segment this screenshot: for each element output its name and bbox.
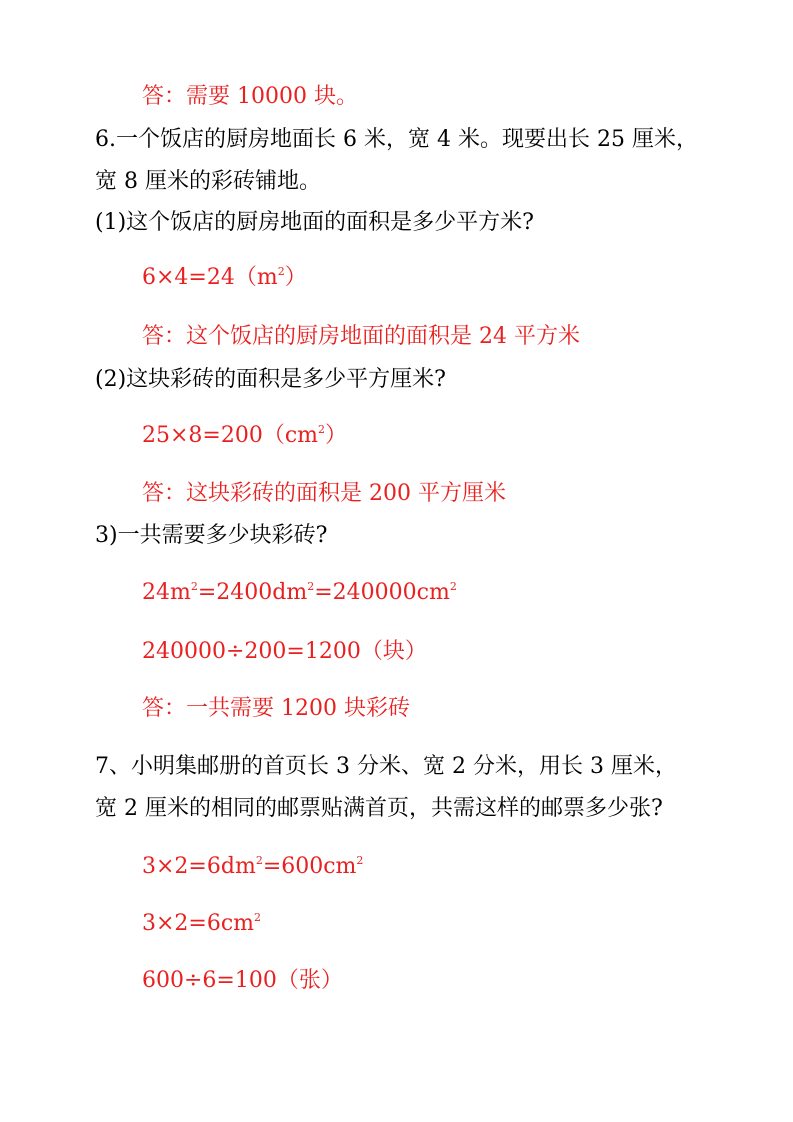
- answer-6-3-calc: 240000÷200=1200（块）: [142, 639, 427, 664]
- question-6-part-1: (1)这个饭店的厨房地面的面积是多少平方米?: [95, 210, 534, 235]
- answer-6-1-calc: $6\times 4=24(m^2)$: [142, 265, 307, 290]
- answer-7-calc-1: $3\times 2=6dm^2=600cm^2$: [142, 854, 364, 879]
- question-6-line-2: 宽 8 厘米的彩砖铺地。: [95, 169, 321, 194]
- answer-6-3-conversion: $24m^2=2400dm^2=240000cm^2$: [142, 580, 457, 605]
- answer-7-calc-2: $3\times 2=6cm^2$: [142, 911, 262, 936]
- question-6-line-1: 6.一个饭店的厨房地面长 6 米，宽 4 米。现要出长 25 厘米，: [95, 127, 698, 152]
- answer-7-calc-3: 600÷6=100（张）: [142, 968, 343, 993]
- question-7-line-1: 7、小明集邮册的首页长 3 分米、宽 2 分米，用长 3 厘米，: [95, 754, 677, 779]
- answer-6-3-text: 答：一共需要 1200 块彩砖: [142, 696, 410, 721]
- answer-6-2-calc: $25\times 8=200(cm^2)$: [142, 423, 348, 448]
- question-7-line-2: 宽 2 厘米的相同的邮票贴满首页，共需这样的邮票多少张?: [95, 796, 663, 821]
- question-6-part-3: 3)一共需要多少块彩砖?: [95, 523, 328, 548]
- answer-6-2-text: 答：这块彩砖的面积是 200 平方厘米: [142, 481, 506, 506]
- question-6-part-2: (2)这块彩砖的面积是多少平方厘米?: [95, 367, 446, 392]
- answer-6-1-text: 答：这个饭店的厨房地面的面积是 24 平方米: [142, 324, 580, 349]
- answer-line-1: 答：需要 10000 块。: [142, 84, 358, 109]
